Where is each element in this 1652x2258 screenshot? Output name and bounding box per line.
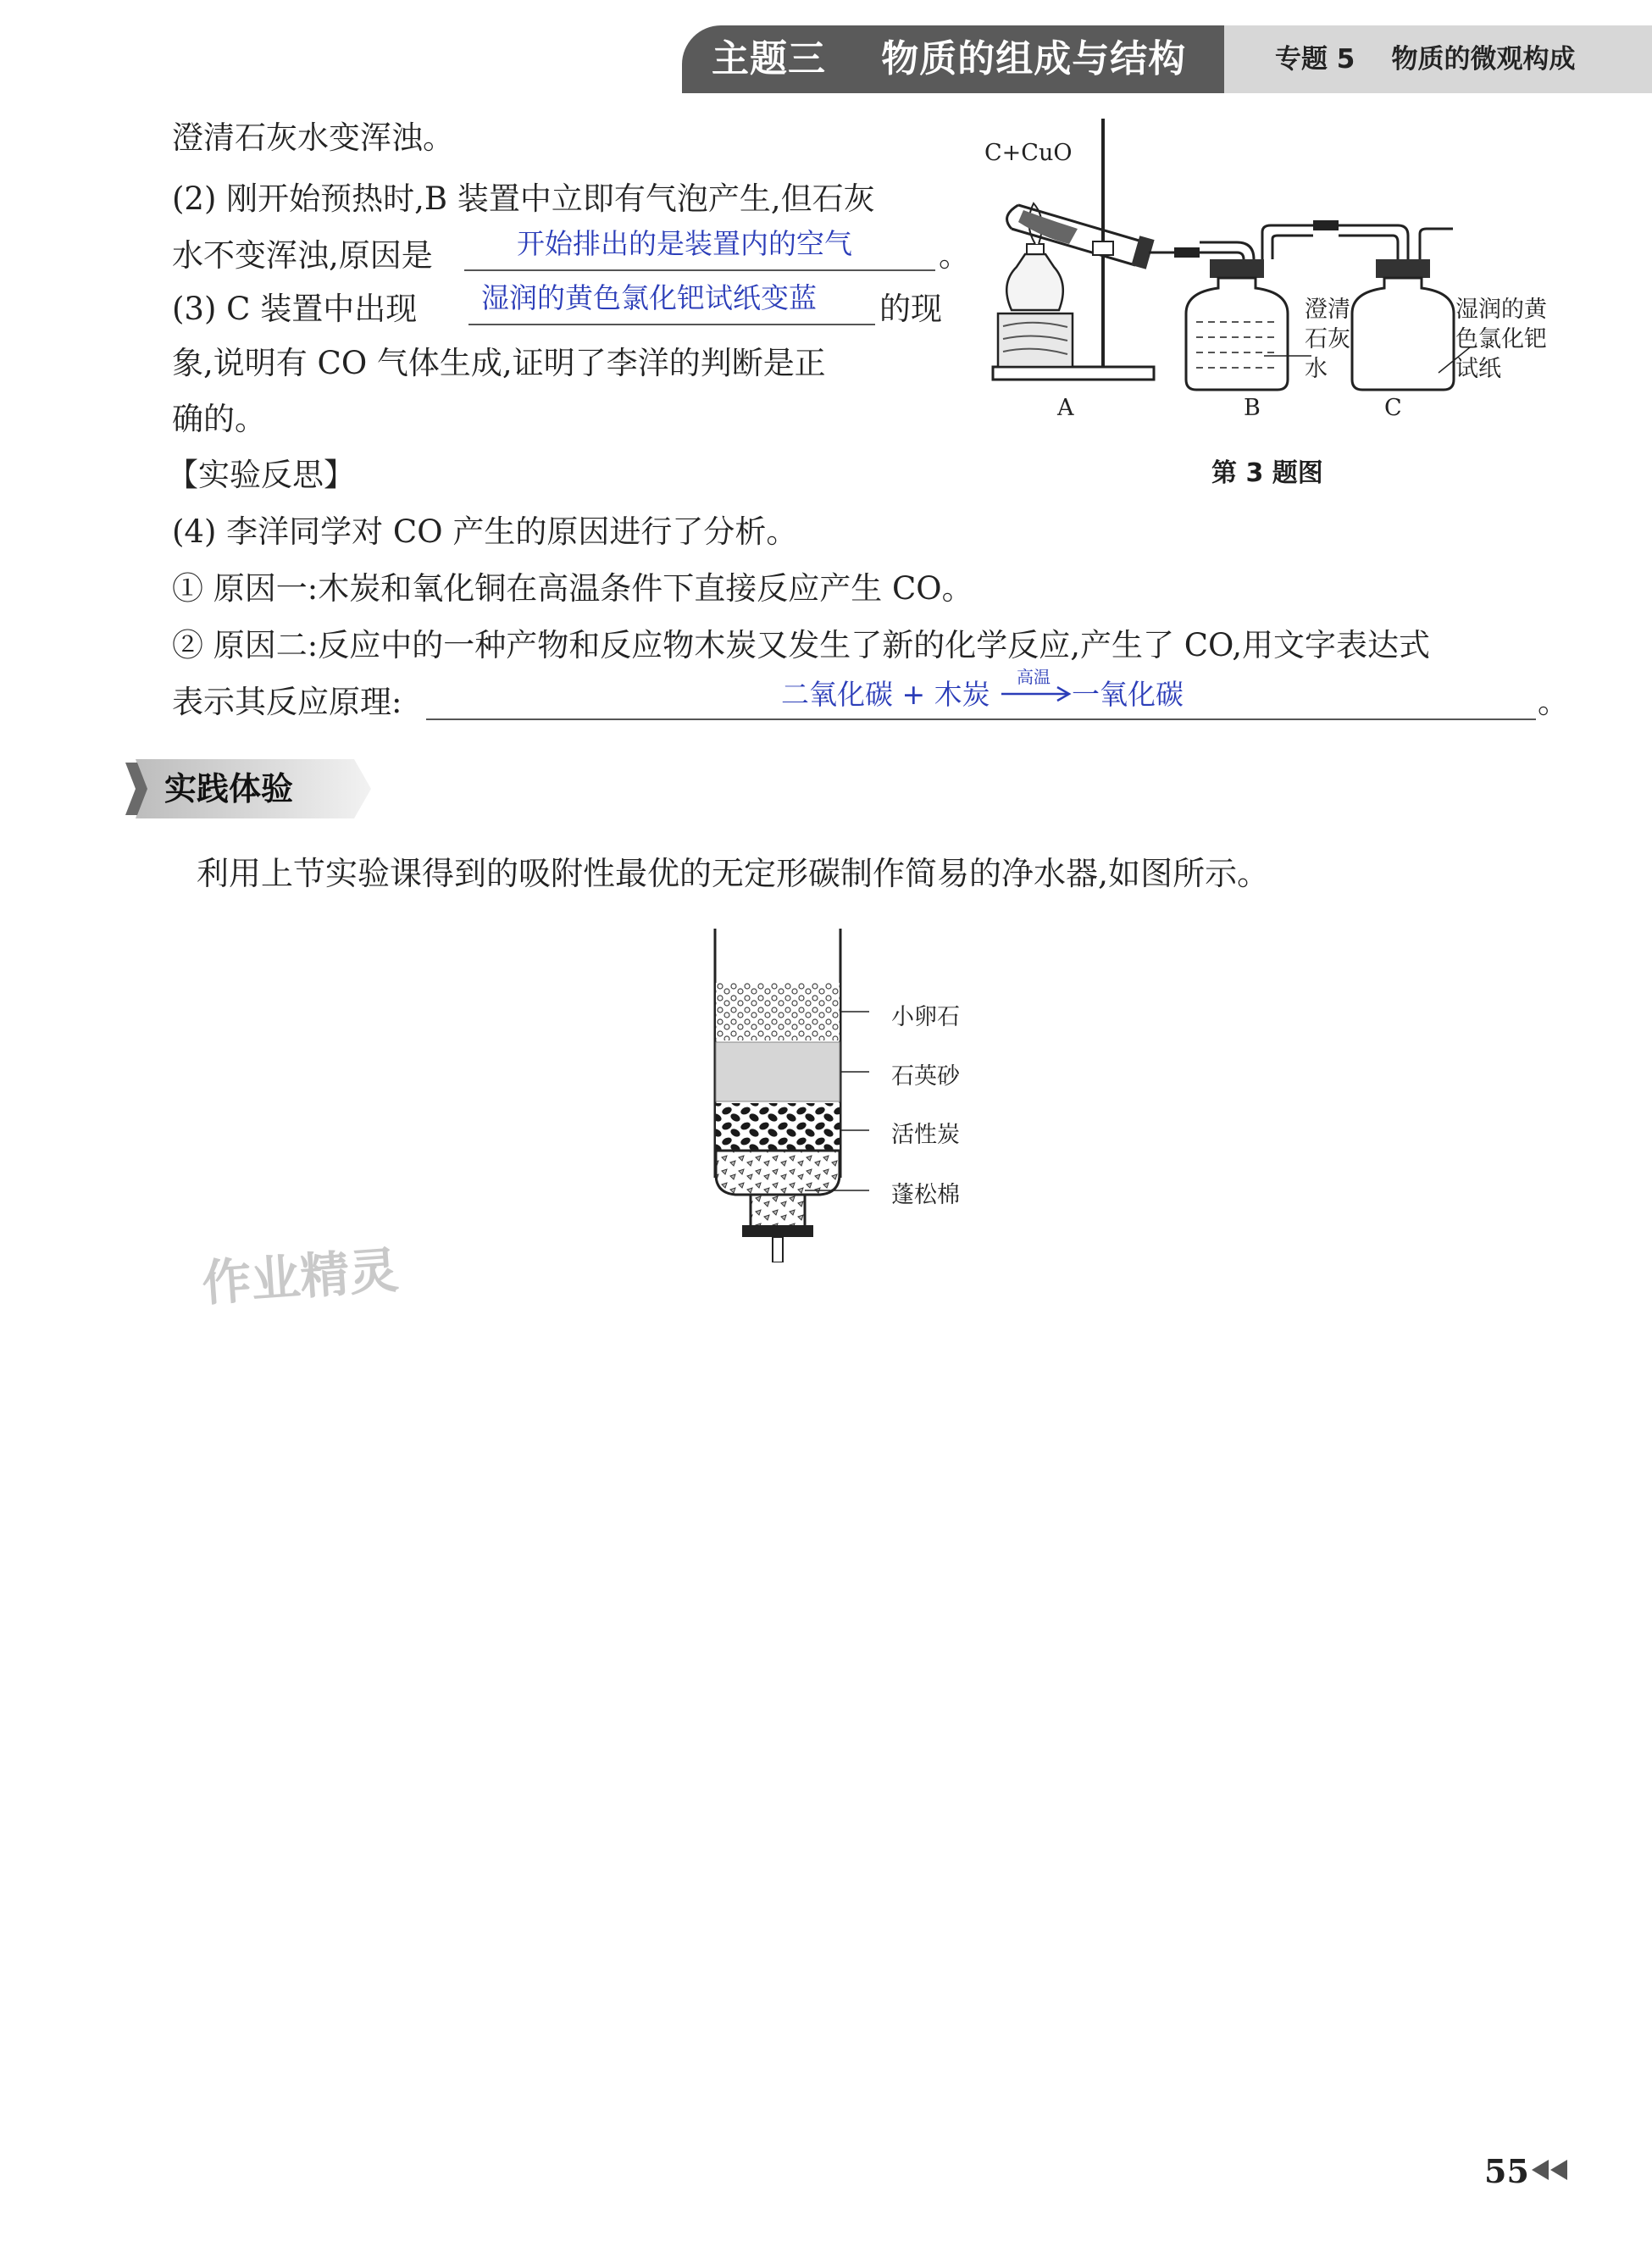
header-subtitle: 专题 5 物质的微观构成 (1275, 44, 1576, 75)
text-line-1: 澄清石灰水变浑浊。 (172, 119, 454, 156)
filter-label-carbon: 活性炭 (891, 1122, 960, 1148)
text-line-3-end: 。 (939, 237, 970, 274)
handwritten-answer-1: 开始排出的是装置内的空气 (517, 227, 852, 260)
label-limewater-1: 澄清 (1305, 297, 1350, 323)
answer-blank-1 (464, 269, 935, 271)
filter-label-cotton: 蓬松棉 (891, 1182, 960, 1208)
text-line-8: (4) 李洋同学对 CO 产生的原因进行了分析。 (172, 513, 798, 550)
handwritten-answer-2: 湿润的黄色氯化钯试纸变蓝 (481, 281, 817, 314)
equation-condition: 高温 (1017, 667, 1051, 687)
label-c: C (1384, 395, 1402, 421)
text-line-10: ② 原因二:反应中的一种产物和反应物木炭又发生了新的化学反应,产生了 CO,用文字表达式 (172, 627, 1430, 663)
label-paper-3: 试纸 (1455, 356, 1501, 382)
text-line-3: 水不变浑浊,原因是 (172, 237, 433, 274)
header-title: 主题三 物质的组成与结构 (712, 37, 1187, 80)
section-banner-title: 实践体验 (164, 770, 294, 807)
text-line-4-end: 的现 (879, 291, 942, 327)
label-paper-2: 色氯化钯 (1455, 326, 1547, 352)
label-reactants: C+CuO (984, 140, 1073, 166)
label-paper-1: 湿润的黄 (1455, 297, 1547, 323)
text-line-11: 表示其反应原理: (172, 684, 402, 720)
double-arrow-left-icon (1530, 2159, 1569, 2181)
equation-left: 二氧化碳 + 木炭 (781, 678, 990, 711)
label-b: B (1244, 395, 1261, 421)
filter-label-sand: 石英砂 (891, 1063, 960, 1090)
text-line-5: 象,说明有 CO 气体生成,证明了李洋的判断是正 (172, 345, 826, 381)
text-line-11-end: 。 (1538, 684, 1569, 720)
label-limewater-2: 石灰 (1305, 326, 1350, 352)
equation-right: 一氧化碳 (1072, 678, 1184, 711)
label-a: A (1057, 395, 1074, 421)
section-heading-reflection: 【实验反思】 (167, 457, 355, 493)
answer-blank-3 (426, 718, 1536, 720)
label-limewater-3: 水 (1305, 356, 1328, 382)
figure1-caption: 第 3 题图 (1211, 458, 1323, 488)
equation-arrow (1000, 685, 1073, 703)
page-number: 55 (1484, 2152, 1529, 2190)
watermark-logo: 作业精灵 (200, 1240, 401, 1312)
text-line-9: ① 原因一:木炭和氧化铜在高温条件下直接反应产生 CO。 (172, 570, 973, 607)
text-line-4: (3) C 装置中出现 (172, 291, 418, 327)
water-filter-diagram (703, 924, 991, 1262)
filter-label-pebbles: 小卵石 (891, 1004, 960, 1030)
text-line-2: (2) 刚开始预热时,B 装置中立即有气泡产生,但石灰 (172, 180, 875, 217)
answer-blank-2 (468, 324, 875, 325)
text-line-6: 确的。 (172, 401, 266, 437)
section-intro: 利用上节实验课得到的吸附性最优的无定形碳制作简易的净水器,如图所示。 (197, 855, 1270, 892)
